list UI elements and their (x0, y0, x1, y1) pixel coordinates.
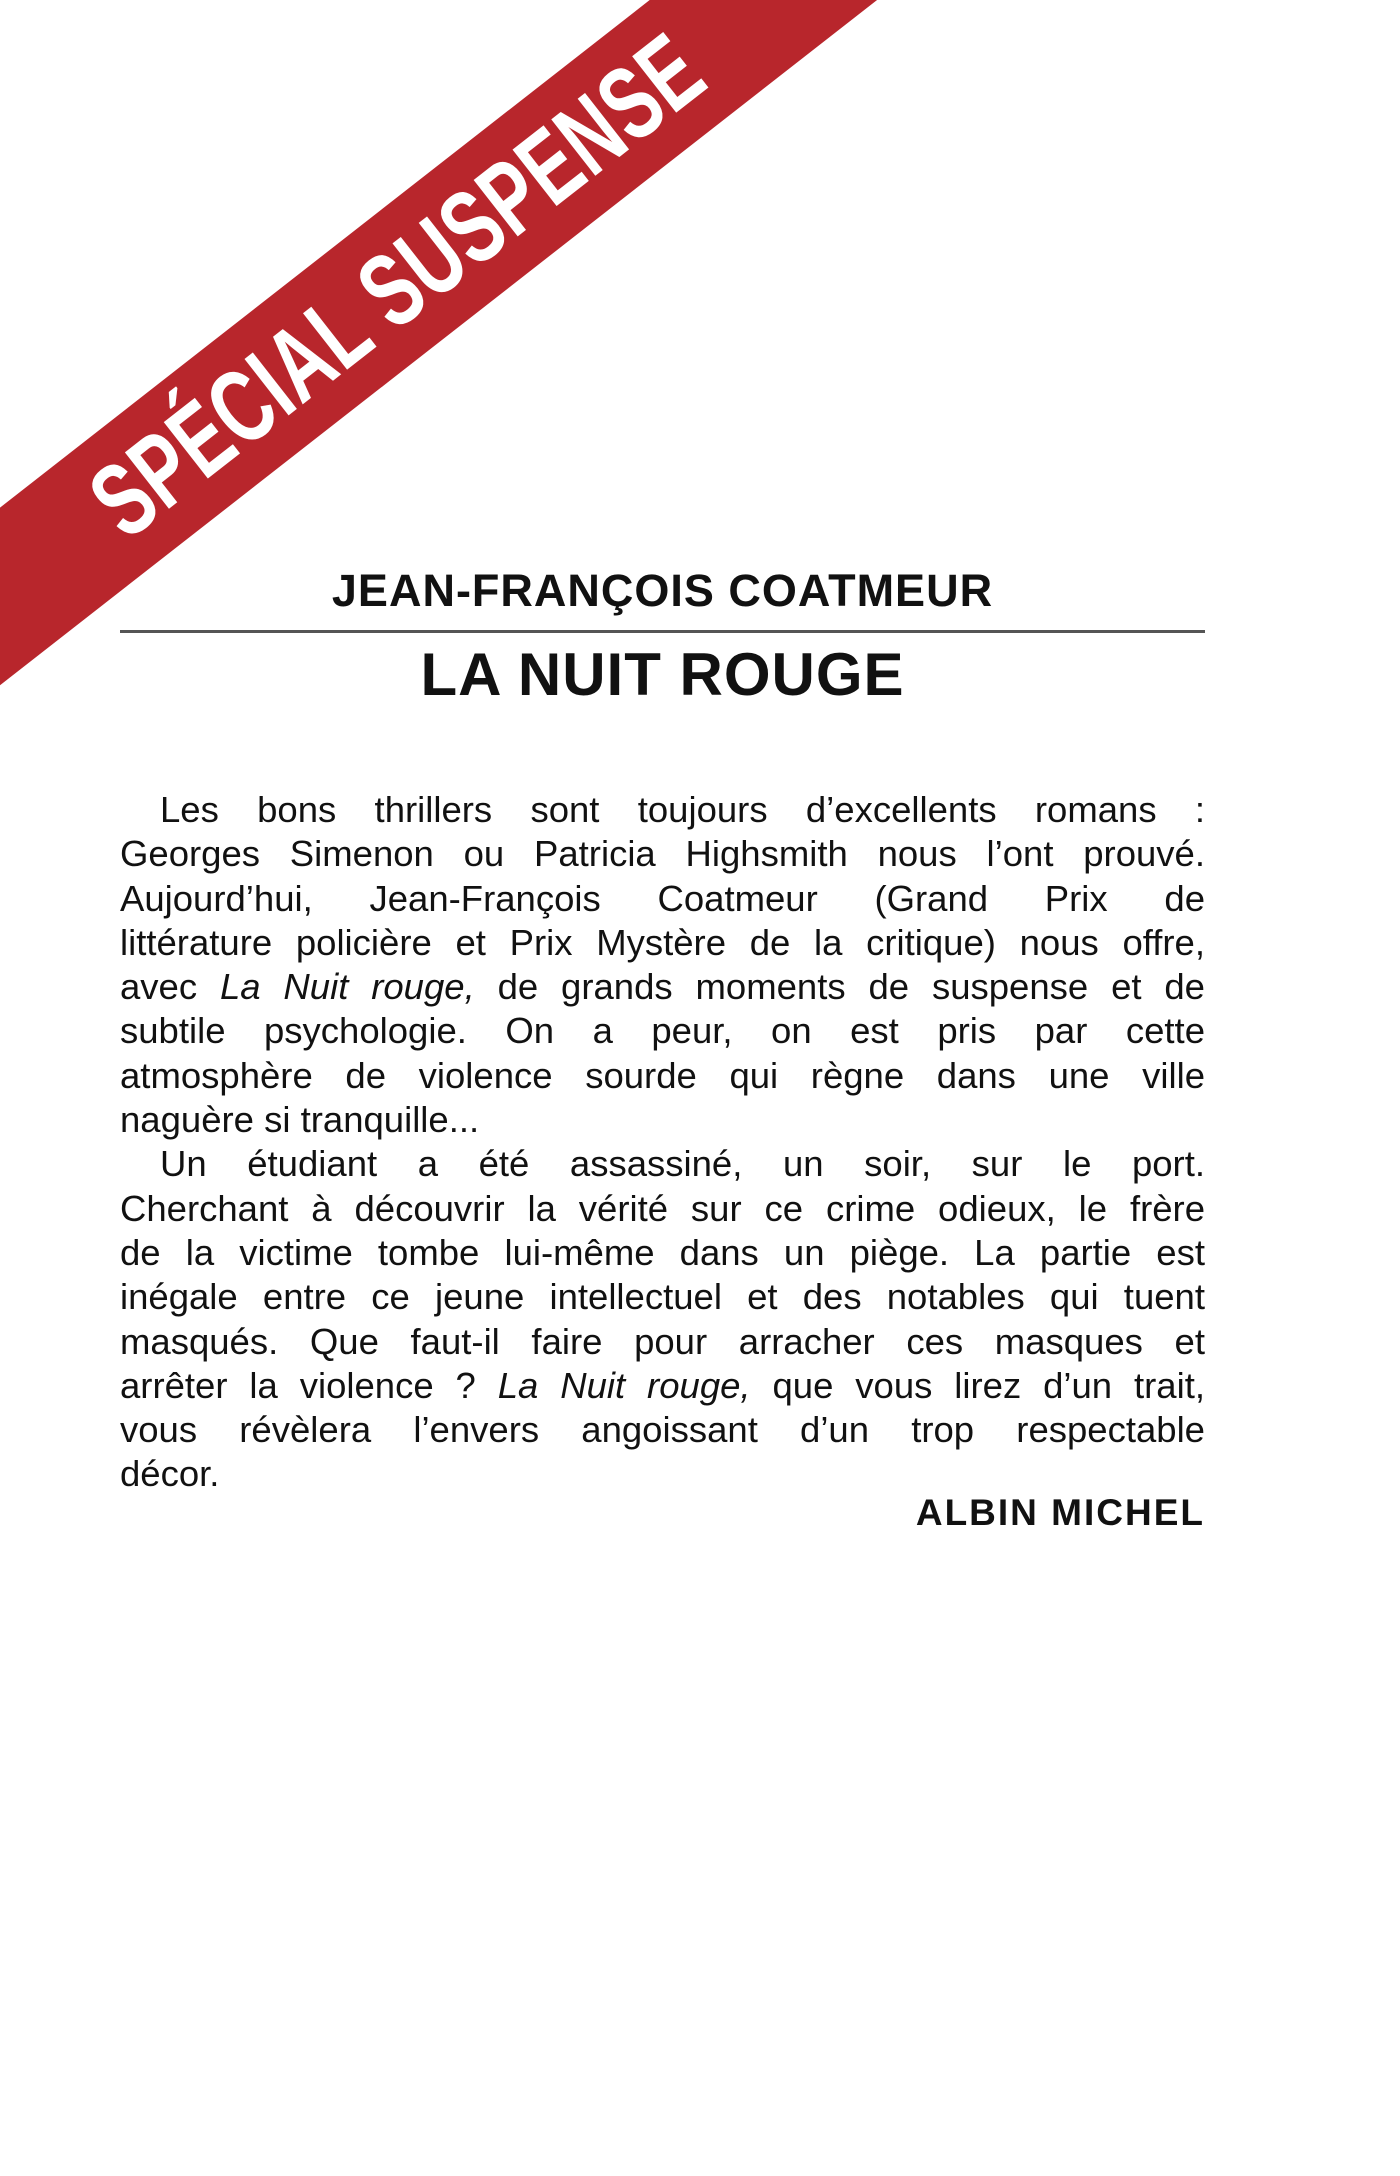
blurb-line: Un étudiant a été assassiné, un soir, sur le port. (160, 1143, 1205, 1185)
blurb-line: littérature policière et Prix Mystère de la critique) nous offre, (120, 921, 1205, 963)
blurb-book-title: La Nuit rouge, (219, 966, 475, 1008)
blurb-line: vous révèlera l’envers angoissant d’un trop respectable (120, 1409, 1205, 1451)
blurb-paragraph-2 (120, 1142, 1205, 1496)
book-title: LA NUIT ROUGE (420, 641, 905, 708)
blurb-line: de la victime tombe lui-même dans un piège. La partie est (120, 1231, 1205, 1273)
publisher-name: ALBIN MICHEL (915, 1492, 1205, 1533)
divider-rule (120, 630, 1205, 633)
blurb-text: de grands moments de suspense et de (474, 966, 1205, 1008)
blurb-text: que vous lirez d’un trait, (750, 1364, 1205, 1406)
author-name: JEAN-FRANÇOIS COATMEUR (331, 565, 994, 616)
blurb-line: décor. (120, 1453, 220, 1495)
blurb-text: avec (120, 966, 220, 1008)
blurb-text: arrêter la violence ? (120, 1364, 498, 1406)
blurb-paragraph-1 (120, 788, 1205, 1142)
blurb-line (120, 1364, 1205, 1408)
blurb-line: atmosphère de violence sourde qui règne dans une ville (120, 1054, 1205, 1096)
blurb-line: Les bons thrillers sont toujours d’excellents romans : (160, 789, 1205, 830)
blurb-line: Cherchant à découvrir la vérité sur ce crime odieux, le frère (120, 1187, 1205, 1229)
banner-text: SPÉCIAL SUSPENSE (68, 11, 725, 560)
blurb-line: subtile psychologie. On a peur, on est pris par cette (120, 1010, 1205, 1052)
blurb-line (120, 965, 1205, 1009)
blurb-line: naguère si tranquille... (120, 1099, 480, 1141)
blurb-line: Aujourd’hui, Jean-François Coatmeur (Grand Prix de (120, 877, 1205, 919)
blurb-line: Georges Simenon ou Patricia Highsmith nous l’ont prouvé. (120, 833, 1205, 875)
blurb-line: inégale entre ce jeune intellectuel et des notables qui tuent (120, 1276, 1205, 1318)
blurb-book-title: La Nuit rouge, (497, 1364, 751, 1406)
back-cover-blurb (120, 788, 1205, 1497)
blurb-line: masqués. Que faut-il faire pour arracher ces masques et (120, 1320, 1205, 1362)
